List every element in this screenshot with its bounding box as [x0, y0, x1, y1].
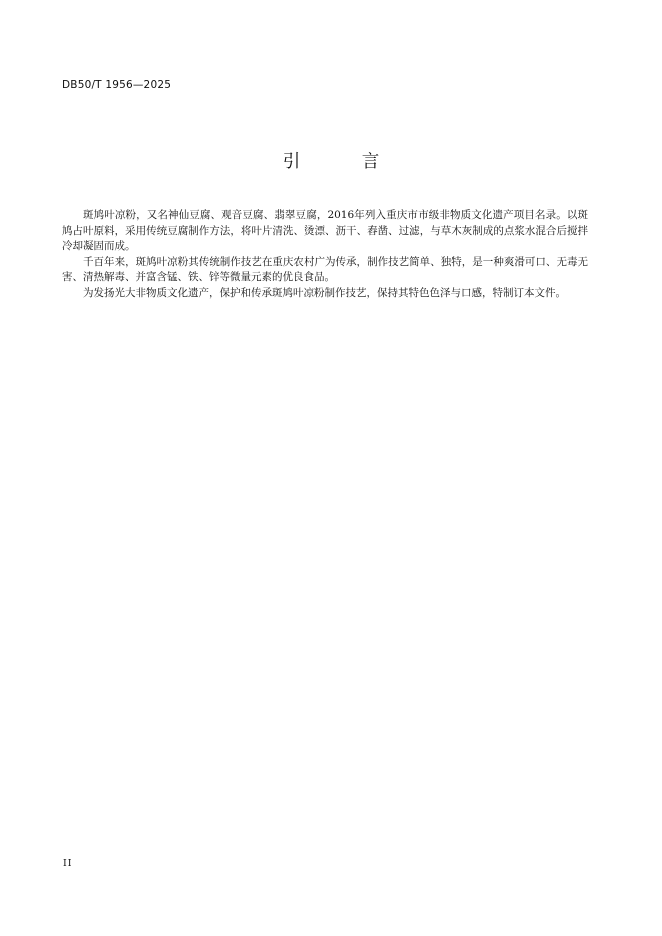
page-number: II: [63, 858, 73, 869]
paragraph-2: 千百年来，斑鸠叶凉粉其传统制作技艺在重庆农村广为传承，制作技艺简单、独特，是一种爽滑可口、无毒无害、清热解毒、并富含锰、铁、锌等微量元素的优良食品。: [62, 255, 588, 284]
introduction-body: [62, 208, 588, 302]
page-title: 引 言: [282, 152, 408, 172]
paragraph-3: 为发扬光大非物质文化遗产，保护和传承斑鸠叶凉粉制作技艺，保持其特色色泽与口感，特制订本文件。: [83, 286, 566, 299]
paragraph-1: 斑鸠叶凉粉，又名神仙豆腐、观音豆腐、翡翠豆腐，2016年列入重庆市市级非物质文化遗产项目名录。以斑鸠占叶原料，采用传统豆腐制作方法，将叶片清洗、烫漂、沥干、舂凿、过滤，与草木灰制成的点浆水混合后搅拌冷却凝固而成。: [62, 209, 588, 253]
document-code: DB50/T 1956—2025: [62, 79, 172, 91]
